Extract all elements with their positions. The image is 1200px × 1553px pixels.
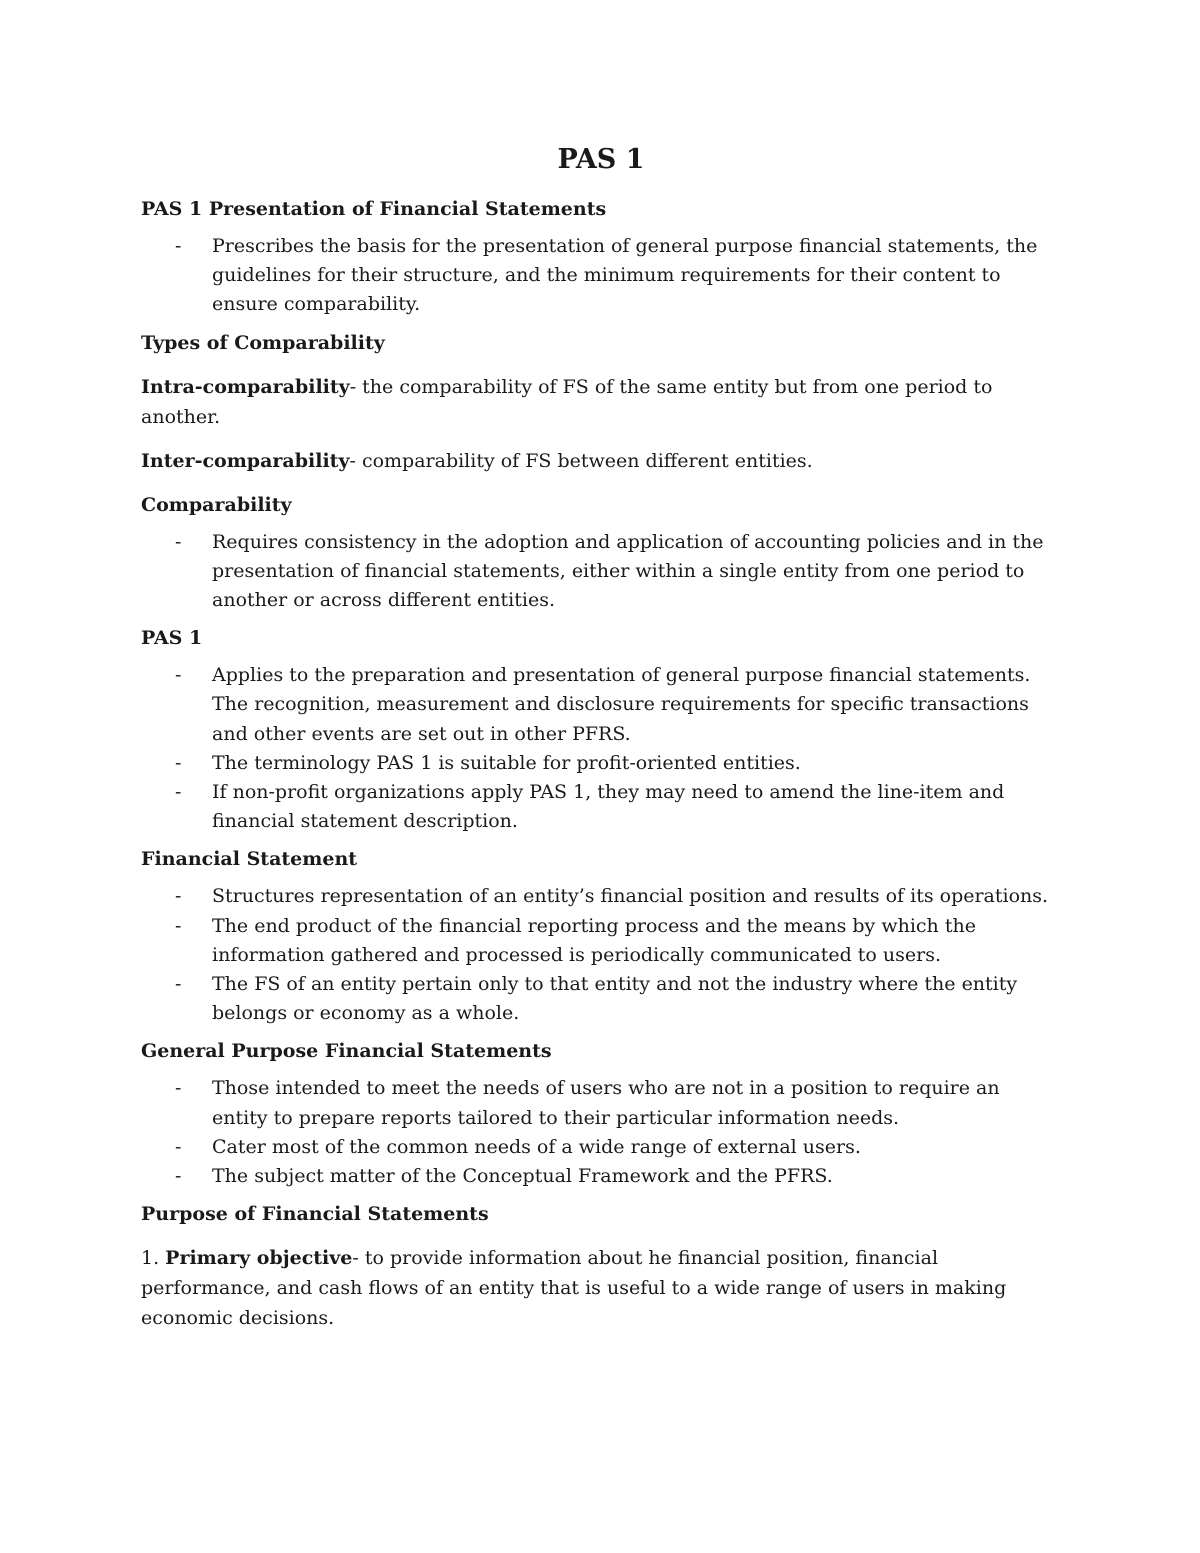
dash-bullet: - (175, 664, 182, 687)
section-heading-pas1: PAS 1 (141, 627, 203, 650)
dash-bullet: - (175, 973, 182, 996)
list-item: - The subject matter of the Conceptual Framework and the PFRS. (141, 1162, 1061, 1191)
term-intra: Intra-comparability (141, 375, 350, 398)
page-title: PAS 1 (557, 144, 645, 175)
dash-bullet: - (175, 781, 182, 804)
list-item: - The FS of an entity pertain only to that entity and not the industry where the entity belongs or economy as a whole. (141, 970, 1061, 1028)
section-heading-presentation: PAS 1 Presentation of Financial Statements (141, 198, 607, 220)
bullet-list-comparability (141, 528, 1061, 616)
term-primary-objective: Primary objective (165, 1247, 353, 1270)
list-item: - The end product of the financial reporting process and the means by which the information gathered and processed is periodically communicated to users. (141, 912, 1061, 970)
list-item: - The terminology PAS 1 is suitable for profit-oriented entities. (141, 749, 1061, 778)
dash-bullet: - (175, 530, 182, 553)
bullet-list-pas1 (141, 661, 1061, 836)
section-heading-purpose: Purpose of Financial Statements (141, 1203, 489, 1226)
list-item: - If non-profit organizations apply PAS 1, they may need to amend the line-item and financial statement description. (141, 778, 1061, 836)
term-inter: Inter-comparability (141, 449, 350, 472)
list-item: - Those intended to meet the needs of users who are not in a position to require an entity to prepare reports tailored to their particular information needs. (141, 1074, 1061, 1132)
section-heading-types: Types of Comparability (141, 331, 385, 354)
section-heading-gpfs: General Purpose Financial Statements (141, 1040, 552, 1063)
dash-bullet: - (175, 235, 182, 257)
bullet-list-financial-statement (141, 882, 1061, 1028)
dash-bullet: - (175, 1135, 182, 1158)
list-item: - Requires consistency in the adoption and application of accounting policies and in the presentation of financial statements, either within a single entity from one period to another or across different entities. (141, 528, 1061, 616)
list-item: - Prescribes the basis for the presentation of general purpose financial statements, the guidelines for their structure, and the minimum requirements for their content to ensure comparability. (141, 232, 1061, 320)
dash-bullet: - (175, 1165, 182, 1188)
dash-bullet: - (175, 914, 182, 937)
section-heading-financial-statement: Financial Statement (141, 848, 358, 871)
list-item: - Structures representation of an entity’s financial position and results of its operations. (141, 882, 1061, 911)
bullet-list-presentation (141, 232, 1061, 320)
definition-intra: Intra-comparability- the comparability of FS of the same entity but from one period to another. (141, 375, 993, 428)
list-item: - Applies to the preparation and presentation of general purpose financial statements. The recognition, measurement and disclosure requirements for specific transactions and other events are set out in other PFRS. (141, 661, 1061, 749)
numbered-paragraph-primary-objective: 1. Primary objective- to provide information about he financial position, financial performance, and cash flows of an entity that is useful to a wide range of users in making economic decisions. (141, 1247, 1007, 1330)
dash-bullet: - (175, 1077, 182, 1100)
list-item: - Cater most of the common needs of a wide range of external users. (141, 1133, 1061, 1162)
document-page (141, 140, 1061, 1341)
definition-inter: Inter-comparability- comparability of FS between different entities. (141, 449, 813, 472)
section-heading-comparability: Comparability (141, 493, 292, 516)
dash-bullet: - (175, 751, 182, 774)
bullet-list-gpfs (141, 1074, 1061, 1191)
dash-bullet: - (175, 885, 182, 908)
